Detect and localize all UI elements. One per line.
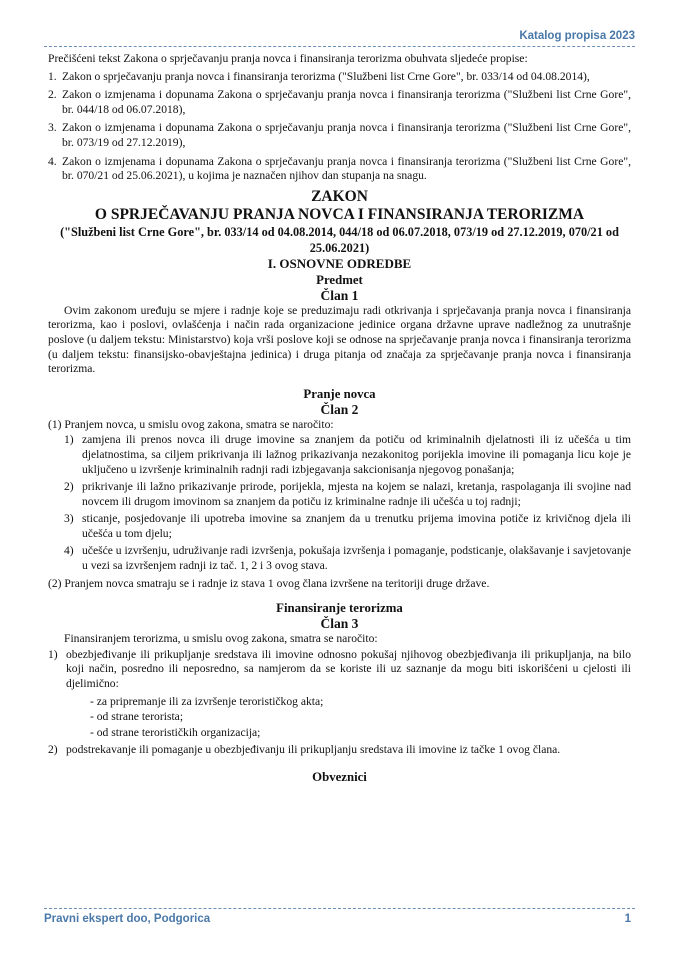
list-item — [48, 743, 631, 758]
list-item-number: 4) — [64, 544, 74, 558]
article-2-paragraph-1: (1) Pranjem novca, u smislu ovog zakona, smatra se naročito: — [48, 417, 334, 431]
list-item-number: 2) — [64, 480, 74, 494]
list-item — [64, 544, 631, 573]
regulations-list — [48, 70, 631, 184]
list-item-text: Zakon o izmjenama i dopunama Zakona o sprječavanju pranja novca i finansiranja terorizma ("Službeni list Crne Gore", br. 044/18 od 06.07.2018), — [62, 88, 631, 116]
list-item-number: 3. — [48, 121, 57, 135]
list-item-number: 1) — [64, 433, 74, 447]
page-number: 1 — [624, 913, 631, 925]
law-title: ZAKON — [311, 187, 368, 205]
list-item — [48, 648, 631, 692]
list-item-number: 1. — [48, 69, 57, 83]
list-item — [64, 512, 631, 541]
dash-item: - za pripremanje ili za izvršenje terorističkog akta; — [90, 694, 324, 708]
page-header — [44, 28, 635, 47]
subheading-predmet: Predmet — [316, 272, 363, 287]
article-3-list-2 — [48, 743, 631, 758]
article-2-heading: Član 2 — [320, 401, 359, 417]
list-item — [48, 88, 631, 117]
article-3-heading: Član 3 — [320, 616, 359, 632]
spacer — [48, 592, 631, 600]
subheading-finansiranje: Finansiranje terorizma — [276, 601, 403, 616]
article-3-list — [48, 648, 631, 692]
spacer — [48, 761, 631, 769]
article-2-paragraph-2: (2) Pranjem novca smatraju se i radnje iz stava 1 ovog člana izvršene na teritoriji druge države. — [48, 576, 490, 590]
page-footer — [44, 908, 635, 927]
list-item-text: Zakon o izmjenama i dopunama Zakona o sprječavanju pranja novca i finansiranja terorizma ("Službeni list Crne Gore", br. 070/21 od 25.06.2021), u kojima je naznačen njihov dan stupanja na snagu. — [62, 154, 631, 183]
article-2-list — [48, 433, 631, 573]
header-title: Katalog propisa 2023 — [519, 30, 635, 42]
list-item-number: 2) — [48, 743, 58, 757]
dash-item: - od strane terorističkih organizacija; — [90, 725, 261, 739]
list-item-text: obezbjeđivanje ili prikupljanje sredstava ili imovine odnosno pokušaj njihovog obezbjeđivanja ili prikupljanja, na bilo koji način, posredno ili neposredno, sa namjerom da se koriste ili uz saznanje da mogu biti iskorišćeni u cjelosti ili djelimično: — [66, 647, 631, 691]
list-item-number: 3) — [64, 512, 74, 526]
footer-publisher: Pravni ekspert doo, Podgorica — [44, 913, 211, 925]
law-source: ("Službeni list Crne Gore", br. 033/14 od 04.08.2014, 044/18 od 06.07.2018, 073/19 od 27.12.2019, 070/21 od 25.06.2021) — [60, 224, 619, 255]
law-subtitle: O SPRJEČAVANJU PRANJA NOVCA I FINANSIRANJA TERORIZMA — [94, 205, 585, 223]
article-3-intro: Finansiranjem terorizma, u smislu ovog zakona, smatra se naročito: — [64, 632, 378, 646]
list-item-number: 2. — [48, 88, 57, 102]
subheading-obveznici: Obveznici — [312, 770, 367, 784]
list-item — [64, 480, 631, 509]
list-item — [48, 70, 631, 85]
list-item-text: podstrekavanje ili pomaganje u obezbjeđivanju ili prikupljanju sredstava ili imovine iz tačke 1 ovog člana. — [66, 743, 561, 757]
list-item — [64, 433, 631, 477]
dash-item: - od strane terorista; — [90, 710, 184, 724]
list-item — [48, 155, 631, 184]
list-item — [48, 121, 631, 150]
section-heading: I. OSNOVNE ODREDBE — [267, 255, 412, 271]
list-item-text: prikrivanje ili lažno prikazivanje prirode, porijekla, mjesta na kojem se nalazi, kretanja, raspolaganja ili svojine nad novcem ili drugom imovinom sa znanjem da potiču iz kriminalne radnje ili učešća u toj radnji; — [82, 480, 631, 508]
document-content — [48, 52, 631, 785]
list-item-text: sticanje, posjedovanje ili upotreba imovine sa znanjem da u trenutku prijema imovina potiče iz krivičnog djela ili učešća u tom djelu; — [82, 512, 631, 540]
list-item-number: 1) — [48, 647, 58, 661]
subheading-pranje-novca: Pranje novca — [303, 386, 376, 401]
intro-text: Prečišćeni tekst Zakona o sprječavanju pranja novca i finansiranja terorizma obuhvata sljedeće propise: — [48, 52, 528, 65]
list-item-text: Zakon o izmjenama i dopunama Zakona o sprječavanju pranja novca i finansiranja terorizma ("Službeni list Crne Gore", br. 073/19 od 27.12.2019), — [62, 121, 631, 149]
article-1-text: Ovim zakonom uređuju se mjere i radnje koje se preduzimaju radi otkrivanja i sprječavanja pranja novca i finansiranja terorizma, kao i poslovi, ovlašćenja i način rada organizacione jedinice organa državne uprave nadležnog za unutrašnje poslove (u daljem tekstu: Ministarstvo) koja vrši poslove koji se odnose na sprječavanje pranja novca i finansiranja terorizma (u daljem tekstu: finansijsko-obavještajna jedinica) i druga pitanja od značaja za sprječavanje pranja novca i finansiranja terorizma. — [48, 303, 631, 376]
list-item-text: učešće u izvršenju, udruživanje radi izvršenja, pokušaja izvršenja i pomaganje, podsticanje, olakšavanje i savjetovanje u vezi sa izvršenjem radnji iz tač. 1, 2 i 3 ovog stava. — [82, 544, 631, 573]
list-item-text: zamjena ili prenos novca ili druge imovine sa znanjem da potiču od kriminalnih djelatnosti ili iz učešća u tim djelatnostima, sa ciljem prikrivanja ili lažnog prikazivanja nezakonitog porijekla imovine ili pomaganja licu koje je uključeno u izvršenje kriminalnih radnji radi izbjegavanja sakcionisanja njegovog ponašanja; — [82, 433, 631, 476]
list-item-number: 4. — [48, 154, 57, 168]
article-1-heading: Član 1 — [320, 287, 359, 303]
list-item-text: Zakon o sprječavanju pranja novca i finansiranja terorizma ("Službeni list Crne Gore", br. 033/14 od 04.08.2014), — [62, 69, 590, 83]
